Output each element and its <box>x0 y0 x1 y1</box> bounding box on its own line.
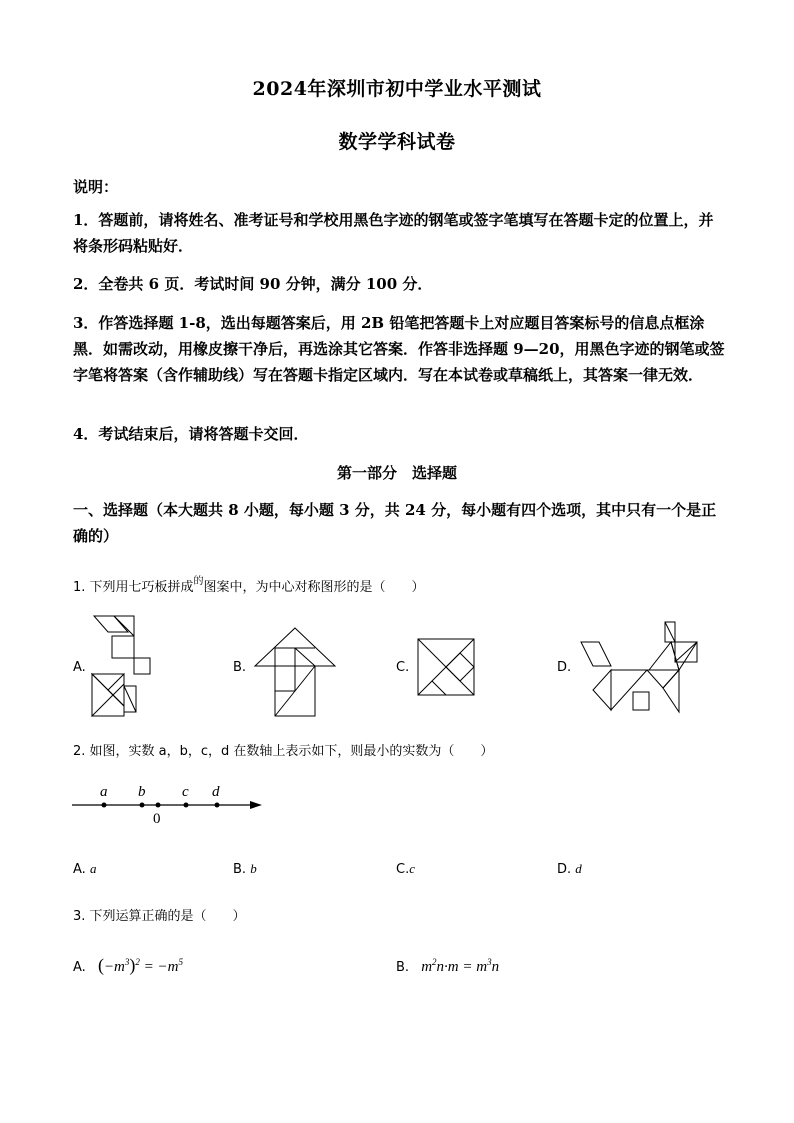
q2-option-b-value: b <box>250 861 257 876</box>
tangram-figure-b <box>253 626 339 720</box>
q2-option-c-letter: C. <box>396 862 410 877</box>
instruction-item-1: 1．答题前，请将姓名、准考证号和学校用黑色字迹的钢笔或签字笔填写在答题卡定的位置上，并将条形码粘贴好． <box>73 211 714 255</box>
q1-option-a-label[interactable]: A. <box>73 660 86 675</box>
q2-option-d[interactable] <box>557 861 582 877</box>
q2-option-a[interactable] <box>73 861 96 877</box>
axis-label-b: b <box>138 784 146 800</box>
number-line-arrow-icon <box>250 801 262 809</box>
axis-label-zero: 0 <box>153 811 161 827</box>
q1-stem-part-b: 图案中，为中心对称图形的是（ ） <box>203 580 425 595</box>
q2-option-a-value: a <box>89 861 97 876</box>
q3-option-b-letter: B. <box>396 960 410 975</box>
section-heading: 一、选择题（本大题共 8 小题，每小题 3 分，共 24 分，每小题有四个选项，其中只有一个是正确的） <box>73 501 717 545</box>
point-b <box>140 803 145 808</box>
q3-stem: 3. 下列运算正确的是（ ） <box>73 909 246 924</box>
q2-option-b[interactable] <box>233 861 257 877</box>
q1-stem-ruby: 的 <box>193 576 204 587</box>
q3-b-e2: 3 <box>487 957 492 967</box>
q3-option-a[interactable] <box>73 955 183 976</box>
q3-a-rhs: = −m <box>143 959 179 975</box>
q3-b-p1: m <box>421 959 433 975</box>
q1-option-d-label[interactable]: D. <box>557 660 572 675</box>
point-d <box>215 803 220 808</box>
axis-label-c: c <box>182 784 189 800</box>
q3-option-a-letter: A. <box>73 960 86 975</box>
exam-subtitle: 数学学科试卷 <box>338 131 456 153</box>
q2-option-d-value: d <box>575 861 582 876</box>
instructions-heading: 说明： <box>73 178 119 196</box>
q3-b-p2: n·m = m <box>436 959 488 975</box>
axis-label-d: d <box>212 784 220 800</box>
point-origin <box>156 803 161 808</box>
point-a <box>102 803 107 808</box>
q2-option-d-letter: D. <box>557 862 572 877</box>
q3-option-a-expression: $(-m^3)^2 = -m^5$ <box>97 955 183 975</box>
q2-option-a-letter: A. <box>73 862 86 877</box>
tangram-figure-a <box>90 612 170 722</box>
q3-a-base: −m <box>103 959 125 975</box>
q3-option-b[interactable] <box>396 957 499 976</box>
part-title: 第一部分 选择题 <box>336 464 457 482</box>
q2-option-c-value: c <box>409 861 415 876</box>
q2-stem: 2. 如图，实数 a，b，c，d 在数轴上表示如下，则最小的实数为（ ） <box>73 744 494 759</box>
q3-a-rhs-exp: 5 <box>178 957 183 967</box>
q2-option-b-letter: B. <box>233 862 247 877</box>
q2-option-c[interactable] <box>396 861 415 877</box>
tangram-figure-c <box>416 637 476 697</box>
q1-stem-part-a: 1. 下列用七巧板拼成 <box>73 580 194 595</box>
instruction-item-2: 2．全卷共 6 页．考试时间 90 分钟，满分 100 分． <box>73 275 433 293</box>
instruction-item-3: 3．作答选择题 1-8，选出每题答案后，用 2B 铅笔把答题卡上对应题目答案标号的信息点框涂黑．如需改动，用橡皮擦干净后，再选涂其它答案．作答非选择题 9—20，用黑色字迹的钢笔或签字笔将答案（含作辅助线）写在答题卡指定区域内．写在本试卷或草稿纸上，其答案一律无效． <box>73 314 725 384</box>
q3-a-inner-exp: 3 <box>124 957 130 967</box>
q3-option-b-expression <box>421 959 499 975</box>
q3-b-e1: 2 <box>432 957 437 967</box>
exam-title: 2024年深圳市初中学业水平测试 <box>252 78 542 100</box>
q1-option-c-label[interactable]: C. <box>396 660 410 675</box>
tangram-figure-d <box>579 618 715 718</box>
point-c <box>184 803 189 808</box>
q1-stem <box>73 576 425 595</box>
axis-label-a: a <box>100 784 108 800</box>
instruction-item-4: 4．考试结束后，请将答题卡交回． <box>73 425 309 443</box>
q3-a-outer-exp: 2 <box>135 957 140 967</box>
q3-b-p3: n <box>491 959 500 975</box>
q1-option-b-label[interactable]: B. <box>233 660 247 675</box>
